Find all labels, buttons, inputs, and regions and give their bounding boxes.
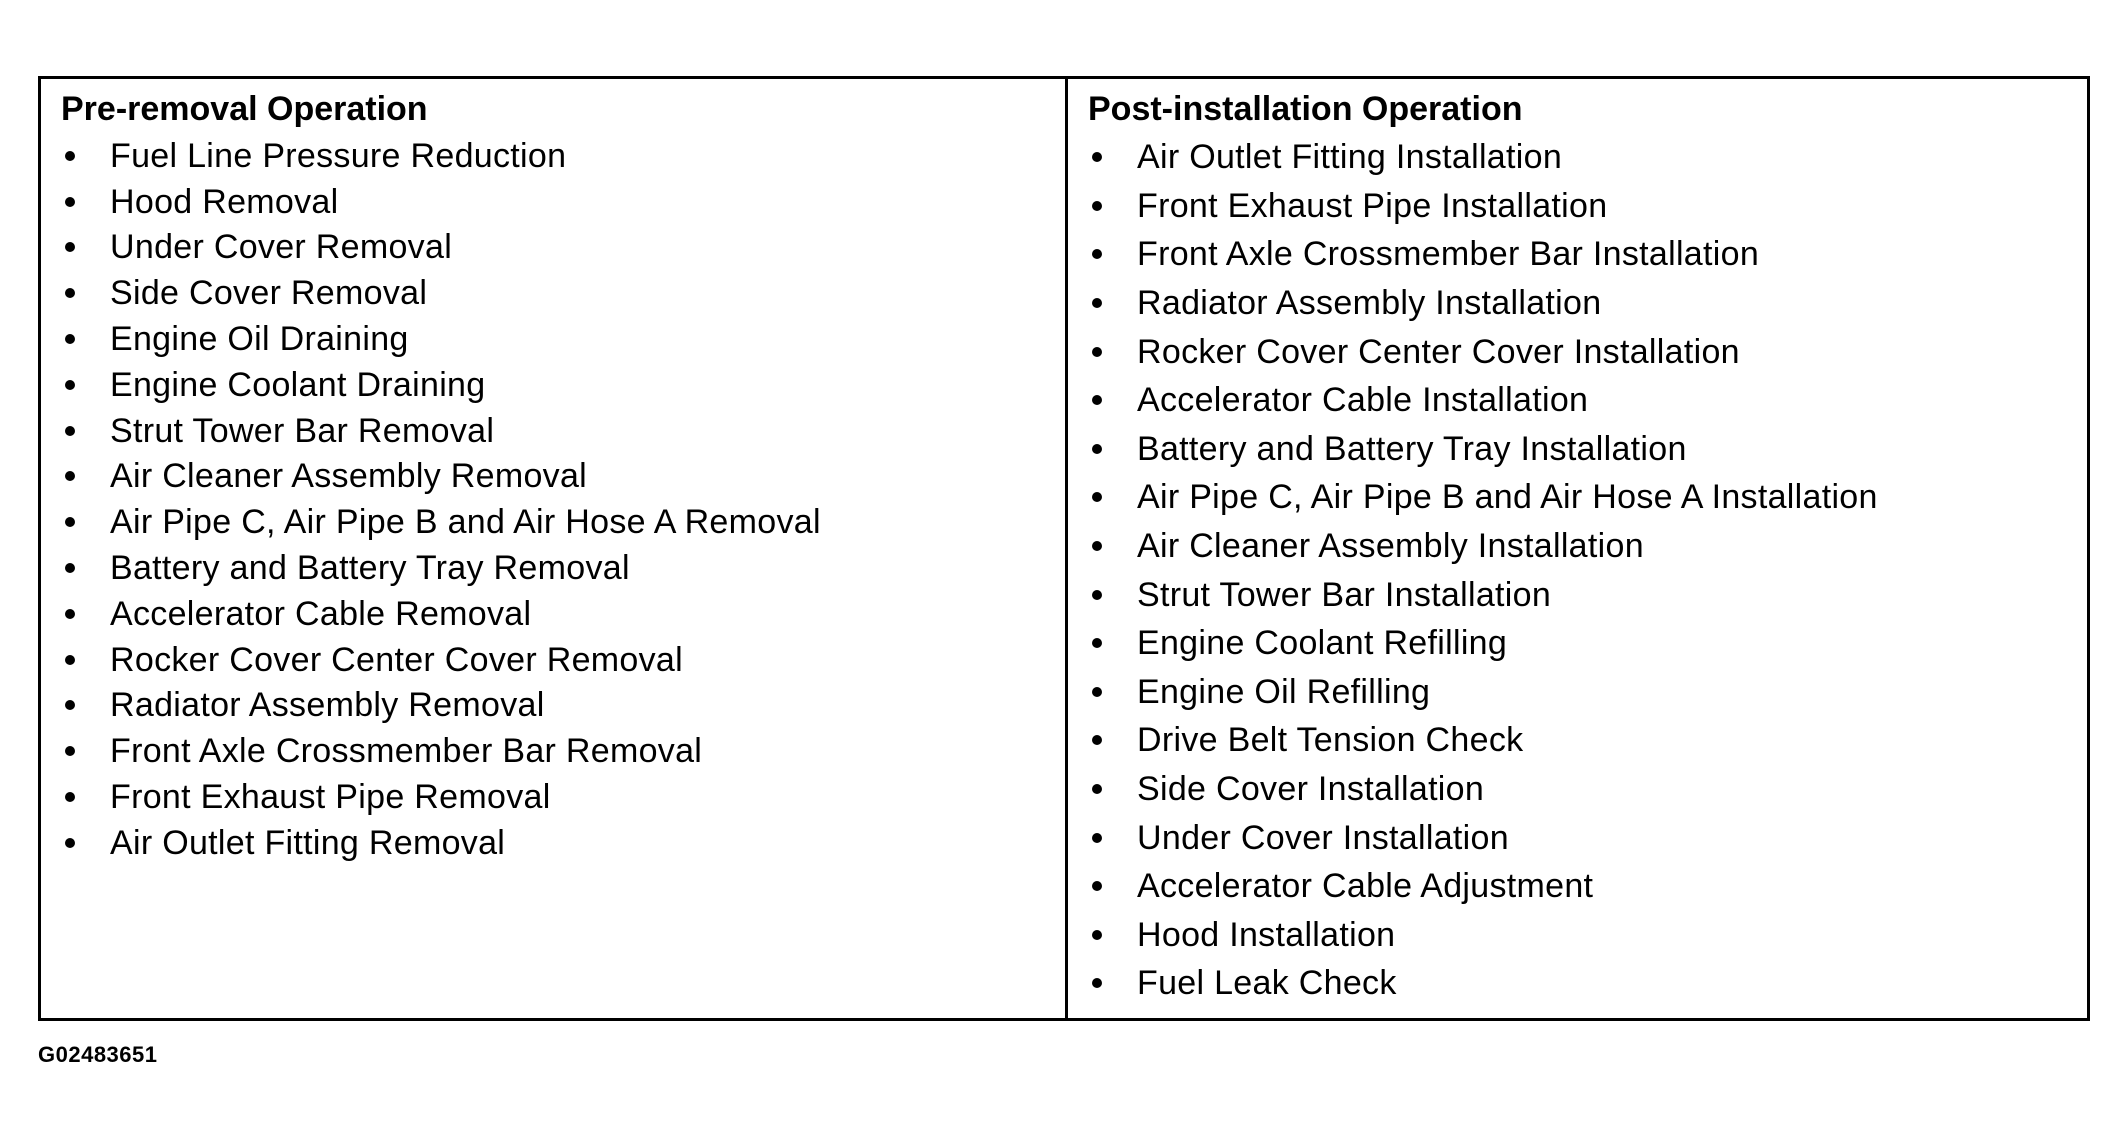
list-item-label: Air Outlet Fitting Removal — [110, 823, 506, 862]
list-item-label: Rocker Cover Center Cover Installation — [1137, 332, 1740, 371]
list-item-label: Fuel Line Pressure Reduction — [110, 136, 567, 175]
list-item — [1088, 522, 2087, 571]
list-item-label: Front Exhaust Pipe Removal — [110, 778, 551, 817]
list-item-label: Radiator Assembly Installation — [1137, 284, 1602, 323]
figure-id: G02483651 — [38, 1042, 158, 1067]
list-item-label: Accelerator Cable Removal — [110, 594, 532, 633]
list-item-label: Engine Coolant Draining — [110, 365, 486, 404]
list-item — [61, 454, 1065, 500]
list-item — [1088, 570, 2087, 619]
post-installation-list — [1088, 133, 2087, 1008]
list-item — [1088, 327, 2087, 376]
list-item-label: Hood Removal — [110, 182, 339, 221]
list-item-label: Battery and Battery Tray Removal — [110, 549, 630, 588]
list-item — [1088, 765, 2087, 814]
bullet-icon — [65, 746, 75, 756]
bullet-icon — [1092, 930, 1102, 940]
bullet-icon — [1092, 687, 1102, 697]
list-item — [61, 728, 1065, 774]
list-item-label: Fuel Leak Check — [1137, 964, 1397, 1003]
bullet-icon — [65, 838, 75, 848]
list-item — [1088, 959, 2087, 1008]
bullet-icon — [65, 655, 75, 665]
bullet-icon — [1092, 541, 1102, 551]
post-installation-column — [1068, 79, 2087, 1018]
list-item — [61, 591, 1065, 637]
list-item — [1088, 813, 2087, 862]
list-item — [61, 683, 1065, 729]
list-item — [61, 225, 1065, 271]
list-item — [1088, 473, 2087, 522]
pre-removal-column — [41, 79, 1068, 1018]
list-item-label: Front Exhaust Pipe Installation — [1137, 186, 1608, 225]
list-item — [61, 774, 1065, 820]
list-item-label: Side Cover Installation — [1137, 770, 1485, 809]
bullet-icon — [1092, 638, 1102, 648]
bullet-icon — [1092, 152, 1102, 162]
list-item-label: Strut Tower Bar Removal — [110, 411, 495, 450]
list-item-label: Rocker Cover Center Cover Removal — [110, 640, 683, 679]
list-item-label: Air Outlet Fitting Installation — [1137, 138, 1563, 177]
list-item-label: Hood Installation — [1137, 915, 1396, 954]
bullet-icon — [1092, 735, 1102, 745]
list-item-label: Battery and Battery Tray Installation — [1137, 429, 1687, 468]
bullet-icon — [65, 517, 75, 527]
pre-removal-list — [61, 133, 1065, 866]
list-item — [1088, 376, 2087, 425]
list-item-label: Under Cover Installation — [1137, 818, 1509, 857]
bullet-icon — [1092, 492, 1102, 502]
bullet-icon — [65, 609, 75, 619]
list-item-label: Engine Oil Refilling — [1137, 672, 1431, 711]
bullet-icon — [65, 700, 75, 710]
list-item-label: Radiator Assembly Removal — [110, 686, 545, 725]
list-item-label: Air Cleaner Assembly Installation — [1137, 527, 1644, 566]
list-item — [1088, 716, 2087, 765]
list-item-label: Under Cover Removal — [110, 228, 453, 267]
list-item-label: Strut Tower Bar Installation — [1137, 575, 1552, 614]
list-item — [61, 270, 1065, 316]
bullet-icon — [1092, 590, 1102, 600]
list-item — [1088, 133, 2087, 182]
list-item — [1088, 619, 2087, 668]
pre-removal-title: Pre-removal Operation — [61, 90, 428, 128]
list-item — [1088, 182, 2087, 231]
bullet-icon — [65, 242, 75, 252]
operations-table — [38, 76, 2090, 1021]
list-item — [1088, 668, 2087, 717]
list-item — [61, 133, 1065, 179]
list-item-label: Drive Belt Tension Check — [1137, 721, 1524, 760]
bullet-icon — [65, 288, 75, 298]
post-installation-title: Post-installation Operation — [1088, 90, 1523, 128]
bullet-icon — [65, 471, 75, 481]
bullet-icon — [65, 151, 75, 161]
list-item — [1088, 862, 2087, 911]
list-item — [61, 545, 1065, 591]
bullet-icon — [1092, 881, 1102, 891]
bullet-icon — [1092, 978, 1102, 988]
bullet-icon — [65, 380, 75, 390]
list-item — [61, 637, 1065, 683]
bullet-icon — [1092, 395, 1102, 405]
bullet-icon — [1092, 201, 1102, 211]
bullet-icon — [1092, 784, 1102, 794]
list-item-label: Engine Oil Draining — [110, 320, 409, 359]
bullet-icon — [1092, 347, 1102, 357]
list-item-label: Front Axle Crossmember Bar Installation — [1137, 235, 1760, 274]
list-item-label: Air Pipe C, Air Pipe B and Air Hose A Installation — [1137, 478, 1878, 517]
list-item-label: Accelerator Cable Installation — [1137, 381, 1589, 420]
bullet-icon — [65, 792, 75, 802]
bullet-icon — [65, 334, 75, 344]
list-item — [61, 362, 1065, 408]
bullet-icon — [1092, 444, 1102, 454]
list-item — [1088, 279, 2087, 328]
list-item — [1088, 425, 2087, 474]
bullet-icon — [1092, 298, 1102, 308]
list-item — [61, 820, 1065, 866]
list-item-label: Air Pipe C, Air Pipe B and Air Hose A Removal — [110, 503, 821, 542]
list-item — [1088, 230, 2087, 279]
bullet-icon — [65, 563, 75, 573]
list-item — [61, 179, 1065, 225]
list-item — [61, 316, 1065, 362]
list-item-label: Front Axle Crossmember Bar Removal — [110, 732, 703, 771]
list-item — [1088, 911, 2087, 960]
bullet-icon — [65, 426, 75, 436]
list-item — [61, 408, 1065, 454]
list-item-label: Accelerator Cable Adjustment — [1137, 867, 1594, 906]
list-item-label: Air Cleaner Assembly Removal — [110, 457, 588, 496]
list-item — [61, 499, 1065, 545]
bullet-icon — [1092, 833, 1102, 843]
list-item-label: Engine Coolant Refilling — [1137, 624, 1508, 663]
bullet-icon — [65, 197, 75, 207]
bullet-icon — [1092, 249, 1102, 259]
list-item-label: Side Cover Removal — [110, 274, 428, 313]
